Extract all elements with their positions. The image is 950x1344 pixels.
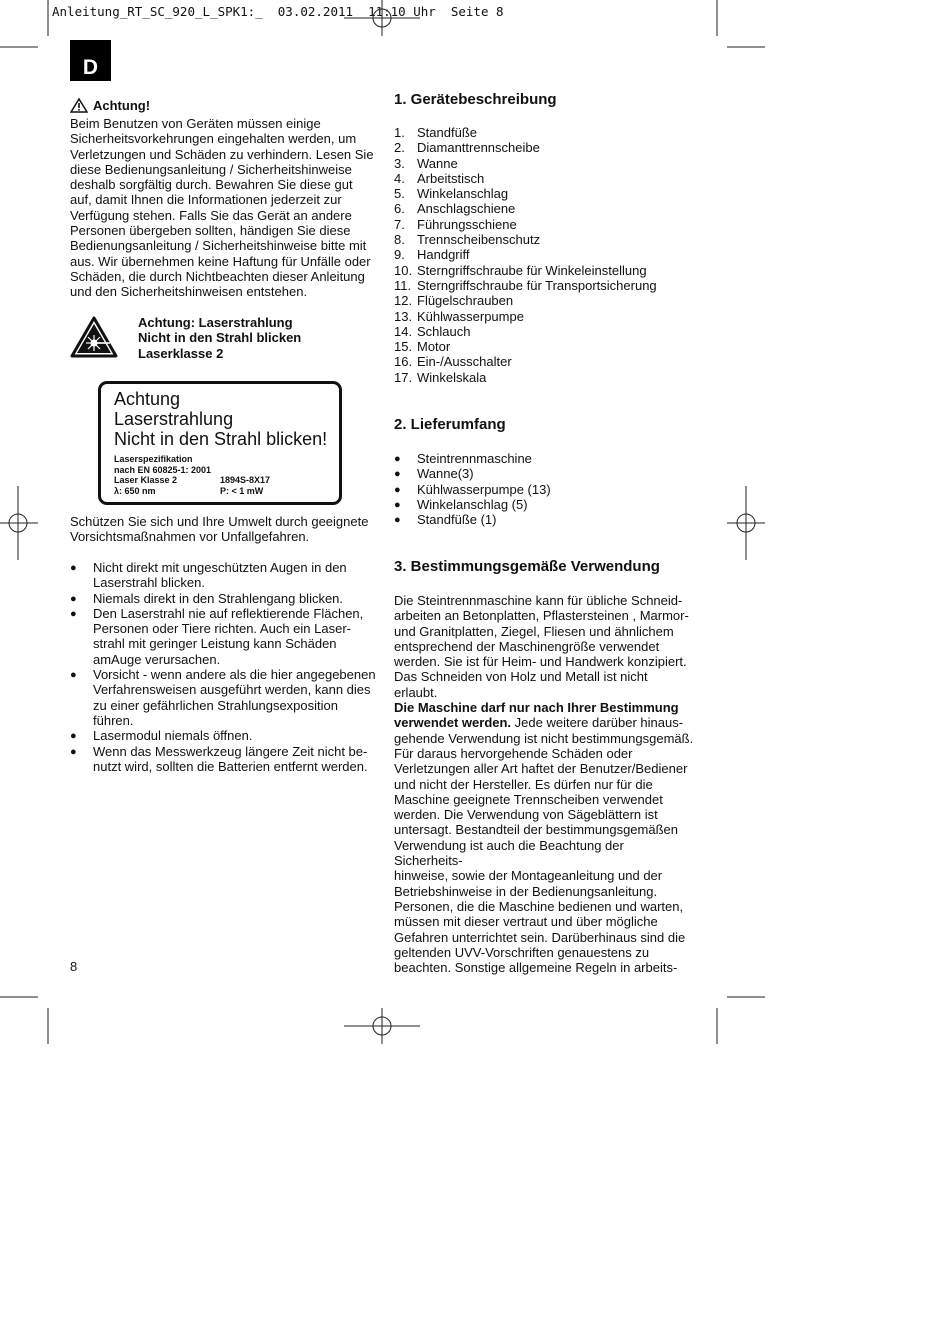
item-text: Ein-/Ausschalter: [417, 354, 512, 370]
warning-text: [70, 116, 375, 300]
item-text: Führungsschiene: [417, 216, 517, 232]
spec-power: P: < 1 mW: [220, 485, 264, 496]
text-line: auf, damit Ihnen die Informationen jederzeit zur: [70, 192, 342, 208]
text-line: Die Steintrennmaschine kann für übliche Schneid-: [394, 593, 683, 608]
laser-label: [98, 381, 342, 505]
text-line: diese Bedienungsanleitung / Sicherheitshinweise: [70, 161, 352, 177]
list-item: ● Wanne(3): [394, 466, 551, 481]
list-item: ● Winkelanschlag (5): [394, 497, 551, 512]
text-line: Maschine geeignete Trennscheiben verwendet: [394, 791, 663, 807]
text-line: Gefahren unterrichtet sein. Darüberhinaus sind die: [394, 929, 686, 945]
list-item: [394, 263, 657, 278]
text-line: beachten. Sonstige allgemeine Regeln in arbeits-: [394, 960, 678, 976]
text-line: nutzt wird, sollten die Batterien entfernt werden.: [93, 758, 368, 774]
item-number: 8.: [394, 232, 405, 248]
spec-row: [114, 486, 270, 497]
item-number: 17.: [394, 369, 413, 385]
text-line: amAuge verursachen.: [93, 651, 221, 667]
list-item: [394, 125, 657, 140]
intended-use-text: [394, 593, 694, 975]
list-item: [394, 278, 657, 293]
laser-notice-line: Nicht in den Strahl blicken: [138, 330, 302, 346]
item-number: 5.: [394, 186, 405, 202]
text-line: ● Niemals direkt in den Strahlengang blicken.: [93, 590, 344, 606]
text-line: und Granitplatten, Ziegel, Fliesen und ähnlichem: [394, 623, 674, 639]
text-line: ● Wenn das Messwerkzeug längere Zeit nicht be-: [93, 743, 368, 759]
laser-notice-line: Achtung: Laserstrahlung: [138, 315, 293, 330]
text-line: entsprechend der Maschinengröße verwendet: [394, 638, 660, 654]
text-line: Verletzungen und Schäden zu verhindern. Lesen Sie: [70, 146, 374, 162]
text-line: Beim Benutzen von Geräten müssen einige: [70, 116, 321, 131]
text-line: und den Sicherheitshinweisen entstehen.: [70, 284, 308, 300]
text-line: Personen oder Tiere richten. Auch ein Laser-: [93, 621, 351, 637]
laser-notice: [138, 315, 301, 361]
item-text: Motor: [417, 339, 451, 355]
safety-bullet-list: [70, 560, 380, 774]
list-item: [394, 324, 657, 339]
label-line: Achtung: [114, 389, 181, 409]
item-text: Flügelschrauben: [417, 293, 514, 309]
text-line: [394, 700, 694, 715]
print-slug: Anleitung_RT_SC_920_L_SPK1:_ 03.02.2011 11:10 Uhr Seite 8: [52, 4, 504, 19]
label-line: Nicht in den Strahl blicken!: [114, 429, 328, 449]
list-item: [394, 201, 657, 216]
item-text: Winkelanschlag: [417, 186, 509, 202]
parts-list: [394, 125, 657, 385]
text-line: ● Den Laserstrahl nie auf reflektierende Flächen,: [93, 605, 364, 621]
list-item: [394, 247, 657, 262]
text-line: [394, 715, 694, 730]
text-line: ● Nicht direkt mit ungeschützten Augen in den: [93, 560, 347, 575]
spec-norm: nach EN 60825-1: 2001: [114, 464, 212, 475]
item-text: Sterngriffschraube für Winkeleinstellung: [417, 262, 647, 278]
list-item: [70, 667, 380, 728]
text-line: deshalb sorgfältig durch. Bewahren Sie diese gut: [70, 177, 353, 193]
text-line: führen.: [93, 712, 134, 728]
text-line: Verfahrensweisen ausgeführt werden, kann dies: [93, 682, 371, 698]
item-text: Sterngriffschraube für Transportsicherung: [417, 277, 657, 293]
text-line: müssen mit dieser vertraut und über mögliche: [394, 914, 658, 930]
text-line: untersagt. Bestandteil der bestimmungsgemäßen: [394, 822, 678, 838]
section-heading-scope-of-delivery: 2. Lieferumfang: [394, 416, 506, 433]
bold-text: Die Maschine darf nur nach Ihrer Bestimmung: [394, 700, 679, 716]
text-line: geltenden UVV-Vorschriften genauestens zu: [394, 944, 650, 960]
list-item: ● Standfüße (1): [394, 512, 551, 527]
item-number: 13.: [394, 308, 413, 324]
text-line: arbeiten an Betonplatten, Pflastersteinen , Marmor-: [394, 608, 689, 624]
section-heading-device-description: 1. Gerätebeschreibung: [394, 91, 557, 108]
section-heading-intended-use: 3. Bestimmungsgemäße Verwendung: [394, 558, 660, 575]
item-text: Trennscheibenschutz: [417, 232, 541, 248]
item-text: Winkelskala: [417, 369, 487, 385]
item-number: 15.: [394, 339, 413, 355]
list-item: ● Steintrennmaschine: [394, 451, 551, 466]
text-line: hinweise, sowie der Montageanleitung und der: [394, 868, 663, 884]
text-line: Vorsichtsmaßnahmen vor Unfallgefahren.: [70, 529, 310, 545]
registration-mark-top: [344, 0, 420, 36]
text-line: Personen übergeben sollten, händigen Sie diese: [70, 223, 351, 239]
registration-mark-left: [0, 486, 38, 560]
item-number: 16.: [394, 354, 413, 370]
item-number: 9.: [394, 247, 405, 263]
text-line: Laserstrahl blicken.: [93, 575, 205, 591]
item-number: 14.: [394, 323, 413, 339]
warning-heading: [70, 98, 150, 113]
text-line: und nicht der Hersteller. Es dürfen nur für die: [394, 776, 653, 792]
item-text: Anschlagschiene: [417, 201, 516, 217]
item-text: Handgriff: [417, 247, 470, 263]
list-item: [394, 309, 657, 324]
text-line: Schützen Sie sich und Ihre Umwelt durch geeignete: [70, 514, 369, 529]
list-item: [70, 560, 380, 591]
warning-title: Achtung!: [93, 98, 151, 113]
list-item: [70, 591, 380, 606]
item-text: Standfüße: [417, 125, 477, 140]
text-line: Betriebshinweise in der Bedienungsanleitung.: [394, 883, 658, 899]
text-line: Das Schneiden von Holz und Metall ist nicht erlaubt.: [394, 669, 648, 700]
item-number: 6.: [394, 201, 405, 217]
laser-spec: [114, 454, 270, 496]
label-line: Laserstrahlung: [114, 409, 234, 429]
warning-triangle-icon: [70, 98, 88, 113]
text-line: Verletzungen aller Art haftet der Benutzer/Bediener: [394, 761, 688, 777]
bold-text: verwendet werden.: [394, 715, 512, 731]
list-item: [394, 293, 657, 308]
text-line: Für daraus hervorgehende Schäden oder: [394, 745, 633, 761]
list-item: [394, 354, 657, 369]
item-number: 3.: [394, 155, 405, 171]
list-item: [70, 606, 380, 667]
item-number: 7.: [394, 216, 405, 232]
list-item: [394, 156, 657, 171]
page-number: 8: [70, 959, 78, 974]
spec-code: 1894S-8X17: [220, 475, 271, 485]
list-item: [394, 186, 657, 201]
list-item: [70, 728, 380, 743]
list-item: [394, 370, 657, 385]
registration-mark-bottom: [344, 1008, 420, 1044]
text-line: Verwendung ist auch die Beachtung der Sicherheits-: [394, 837, 624, 869]
text-line: ● Lasermodul niemals öffnen.: [93, 728, 253, 744]
item-number: 1.: [394, 125, 405, 140]
text-line: strahl mit geringer Leistung kann Schäden: [93, 636, 337, 652]
text-line: ● Vorsicht - wenn andere als die hier angegebenen: [93, 667, 376, 683]
item-number: 11.: [394, 277, 412, 293]
text-line: Personen, die die Maschine bedienen und warten,: [394, 898, 684, 914]
text-line: werden. Die Verwendung von Sägeblättern ist: [394, 807, 658, 823]
list-item: [394, 339, 657, 354]
item-text: Kühlwasserpumpe: [417, 308, 524, 324]
item-text: Diamanttrennscheibe: [417, 140, 540, 156]
list-item: [394, 232, 657, 247]
list-item: ● Kühlwasserpumpe (13): [394, 482, 551, 497]
spec-title: Laserspezifikation: [114, 454, 193, 464]
text-line: Verfügung stehen. Falls Sie das Gerät an andere: [70, 207, 352, 223]
list-item: [394, 171, 657, 186]
list-item: [394, 140, 657, 155]
laser-warning-icon: [70, 316, 118, 358]
item-number: 2.: [394, 140, 405, 156]
item-number: 10.: [394, 262, 413, 278]
spec-class: Laser Klasse 2: [114, 475, 178, 485]
registration-mark-right: [727, 486, 765, 560]
item-number: 4.: [394, 170, 405, 186]
laser-label-warning: [114, 389, 327, 449]
list-item: [70, 744, 380, 775]
protection-text: [70, 514, 375, 545]
text-line: Schäden, die durch Nichtbeachten dieser Anleitung: [70, 268, 365, 284]
list-item: [394, 217, 657, 232]
item-text: Schlauch: [417, 323, 471, 339]
item-text: Arbeitstisch: [417, 170, 485, 186]
text-span: Jede weitere darüber hinaus-: [511, 715, 684, 731]
text-line: aus. Wir übernehmen keine Haftung für Unfälle oder: [70, 253, 371, 269]
text-line: Sicherheitsvorkehrungen eingehalten werden, um: [70, 131, 357, 147]
laser-notice-line: Laserklasse 2: [138, 345, 224, 361]
language-badge: D: [70, 40, 111, 81]
delivery-list: [394, 451, 551, 527]
text-line: zu einer gefährlichen Strahlungsexposition: [93, 697, 338, 713]
item-number: 12.: [394, 293, 413, 309]
spec-row: [114, 475, 270, 486]
text-line: werden. Sie ist für Heim- und Handwerk konzipiert.: [394, 654, 687, 670]
text-line: Bedienungsanleitung / Sicherheitshinweise bitte mit: [70, 238, 367, 254]
text-line: gehende Verwendung ist nicht bestimmungsgemäß.: [394, 730, 694, 746]
item-text: Wanne: [417, 155, 458, 171]
spec-wavelength: λ: 650 nm: [114, 485, 156, 496]
